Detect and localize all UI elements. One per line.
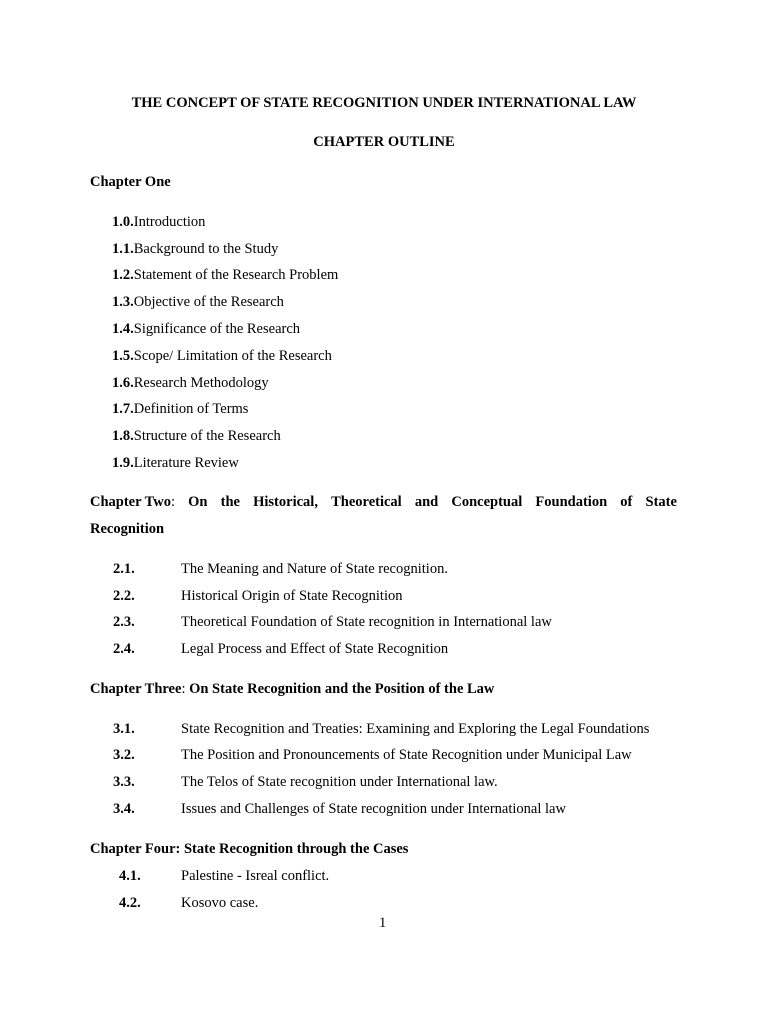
- list-item: 1.7.Definition of Terms: [112, 401, 249, 417]
- list-item: 2.3. Theoretical Foundation of State recognition in International law: [113, 614, 552, 630]
- list-item: 3.2. The Position and Pronouncements of State Recognition under Municipal Law: [113, 747, 632, 763]
- list-item: 3.3. The Telos of State recognition under International law.: [113, 774, 498, 790]
- list-item: 1.1.Background to the Study: [112, 241, 279, 257]
- chapter-two-heading: Chapter Two: On the Historical, Theoretical and Conceptual Foundation of State: [90, 494, 677, 510]
- list-item: 3.1. State Recognition and Treaties: Examining and Exploring the Legal Foundations: [113, 721, 650, 737]
- document-title: THE CONCEPT OF STATE RECOGNITION UNDER INTERNATIONAL LAW: [131, 95, 637, 111]
- list-item: 4.1. Palestine - Isreal conflict.: [119, 868, 330, 884]
- list-item: 4.2. Kosovo case.: [119, 895, 259, 911]
- list-item: 1.4.Significance of the Research: [112, 321, 301, 337]
- list-item: 1.9.Literature Review: [112, 455, 239, 471]
- chapter-two-heading-line2: Recognition: [90, 521, 165, 537]
- list-item: 1.3.Objective of the Research: [112, 294, 284, 310]
- chapter-one-heading: Chapter One: [90, 174, 171, 190]
- list-item: 1.6.Research Methodology: [112, 375, 269, 391]
- list-item: 1.5.Scope/ Limitation of the Research: [112, 348, 332, 364]
- page-number: 1: [379, 915, 387, 931]
- list-item: 1.2.Statement of the Research Problem: [112, 267, 339, 283]
- list-item: 2.2. Historical Origin of State Recognition: [113, 588, 403, 604]
- chapter-three-heading: Chapter Three: On State Recognition and the Position of the Law: [90, 681, 495, 697]
- list-item: 3.4. Issues and Challenges of State recognition under International law: [113, 801, 566, 817]
- outline-heading: CHAPTER OUTLINE: [313, 134, 455, 150]
- list-item: 2.1. The Meaning and Nature of State recognition.: [113, 561, 448, 577]
- list-item: 2.4. Legal Process and Effect of State Recognition: [113, 641, 449, 657]
- list-item: 1.8.Structure of the Research: [112, 428, 281, 444]
- chapter-four-heading: Chapter Four: State Recognition through the Cases: [90, 841, 409, 857]
- list-item: 1.0.Introduction: [112, 214, 206, 230]
